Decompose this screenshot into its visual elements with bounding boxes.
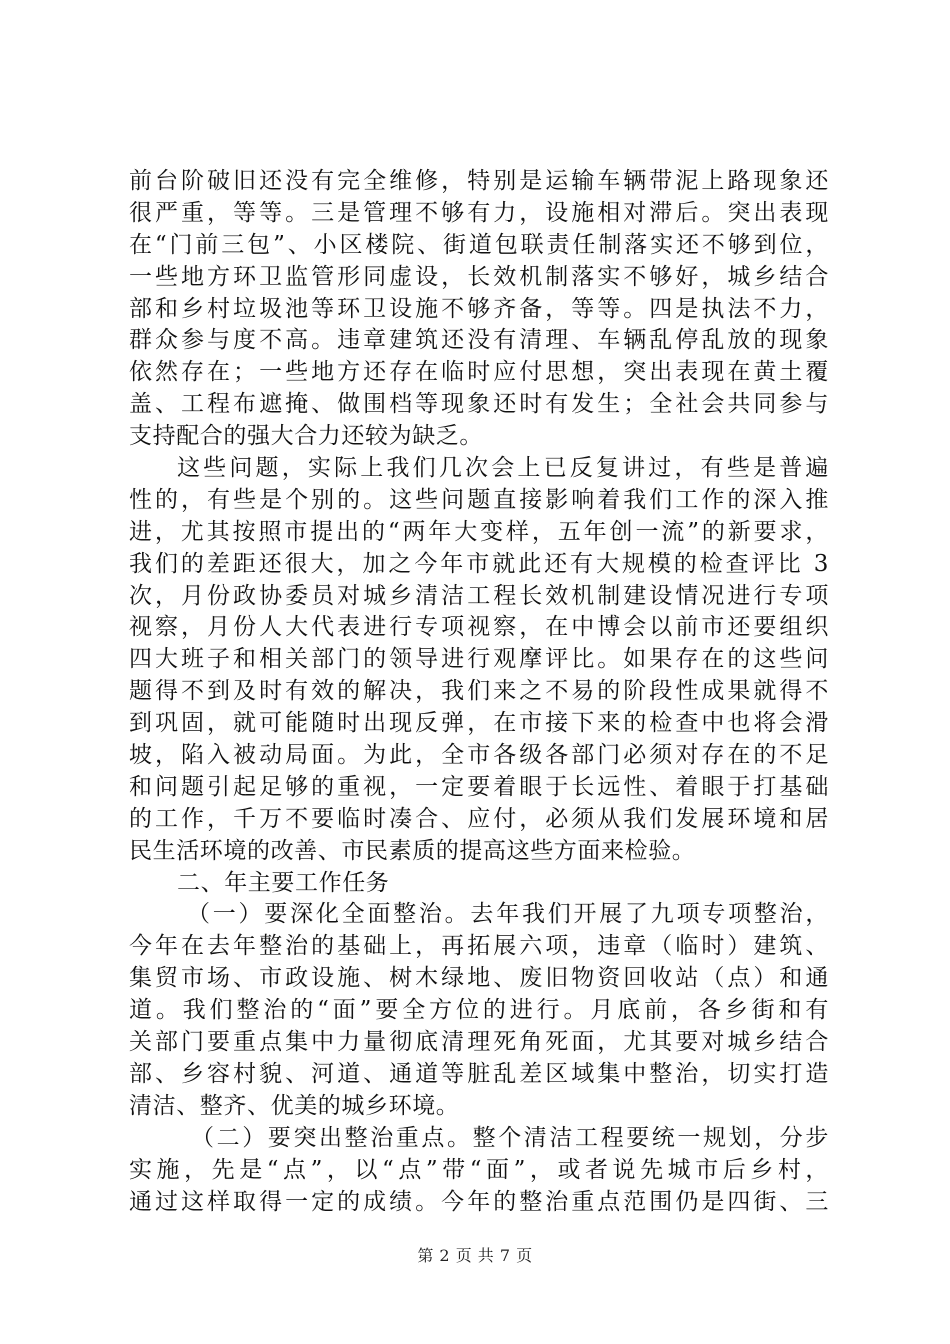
page-number: 第 2 页 共 7 页: [417, 1246, 533, 1265]
text-line: 支持配合的强大合力还较为缺乏。: [129, 423, 483, 450]
paragraph: [129, 166, 829, 453]
text-line: 视察，月份人大代表进行专项视察，在中博会以前市还要组织: [129, 614, 829, 641]
text-line: 盖、工程布遮掩、做围档等现象还时有发生；全社会共同参与: [129, 391, 829, 418]
paragraph: [129, 453, 829, 868]
text-line: 我们的差距还很大，加之今年市就此还有大规模的检查评比 3: [129, 550, 829, 577]
text-line: 四大班子和相关部门的领导进行观摩评比。如果存在的这些问: [129, 646, 829, 673]
text-line: 部和乡村垃圾池等环卫设施不够齐备，等等。四是执法不力，: [129, 295, 829, 322]
text-line: 关部门要重点集中力量彻底清理死角死面，尤其要对城乡结合: [129, 1029, 829, 1056]
text-line: 到巩固，就可能随时出现反弹，在市接下来的检查中也将会滑: [129, 710, 829, 737]
text-line: 一些地方环卫监管形同虚设，长效机制落实不够好，城乡结合: [129, 263, 829, 290]
text-line: 很严重，等等。三是管理不够有力，设施相对滞后。突出表现: [129, 199, 829, 226]
heading-text: 二、年主要工作任务: [177, 869, 390, 896]
document-body: [129, 166, 829, 1218]
text-line: 在“门前三包”、小区楼院、街道包联责任制落实还不够到位，: [129, 231, 829, 258]
text-line: 民生活环境的改善、市民素质的提高这些方面来检验。: [129, 837, 696, 864]
text-line: 坡，陷入被动局面。为此，全市各级各部门必须对存在的不足: [129, 742, 829, 769]
paragraph: [129, 899, 829, 1122]
text-line: 通过这样取得一定的成绩。今年的整治重点范围仍是四街、三: [129, 1188, 829, 1215]
text-line: 的工作，千万不要临时凑合、应付，必须从我们发展环境和居: [129, 805, 829, 832]
text-line: 群众参与度不高。违章建筑还没有清理、车辆乱停乱放的现象: [129, 327, 829, 354]
text-line: 次，月份政协委员对城乡清洁工程长效机制建设情况进行专项: [129, 582, 829, 609]
paragraph: [129, 1123, 829, 1219]
page-footer: [0, 1243, 950, 1266]
text-line: 前台阶破旧还没有完全维修，特别是运输车辆带泥上路现象还: [129, 168, 829, 194]
text-line: 和问题引起足够的重视，一定要着眼于长远性、着眼于打基础: [129, 773, 829, 800]
text-line: 今年在去年整治的基础上，再拓展六项，违章（临时）建筑、: [129, 933, 829, 960]
text-line: 实施，先是“点”，以“点”带“面”，或者说先城市后乡村，: [129, 1156, 829, 1183]
text-line: （二）要突出整治重点。整个清洁工程要统一规划，分步: [191, 1124, 829, 1151]
text-line: 进，尤其按照市提出的“两年大变样，五年创一流”的新要求，: [129, 518, 829, 545]
text-line: 性的，有些是个别的。这些问题直接影响着我们工作的深入推: [129, 486, 829, 513]
text-line: 依然存在；一些地方还存在临时应付思想，突出表现在黄土覆: [129, 359, 829, 386]
text-line: 这些问题，实际上我们几次会上已反复讲过，有些是普遍: [177, 455, 829, 482]
text-line: 题得不到及时有效的解决，我们来之不易的阶段性成果就得不: [129, 678, 829, 705]
text-line: （一）要深化全面整治。去年我们开展了九项专项整治，: [187, 901, 829, 928]
text-line: 集贸市场、市政设施、树木绿地、废旧物资回收站（点）和通: [129, 965, 829, 992]
text-line: 道。我们整治的“面”要全方位的进行。月底前，各乡街和有: [129, 997, 829, 1024]
text-line: 清洁、整齐、优美的城乡环境。: [129, 1092, 460, 1119]
section-heading: [129, 868, 829, 900]
text-line: 部、乡容村貌、河道、通道等脏乱差区域集中整治，切实打造: [129, 1060, 829, 1087]
